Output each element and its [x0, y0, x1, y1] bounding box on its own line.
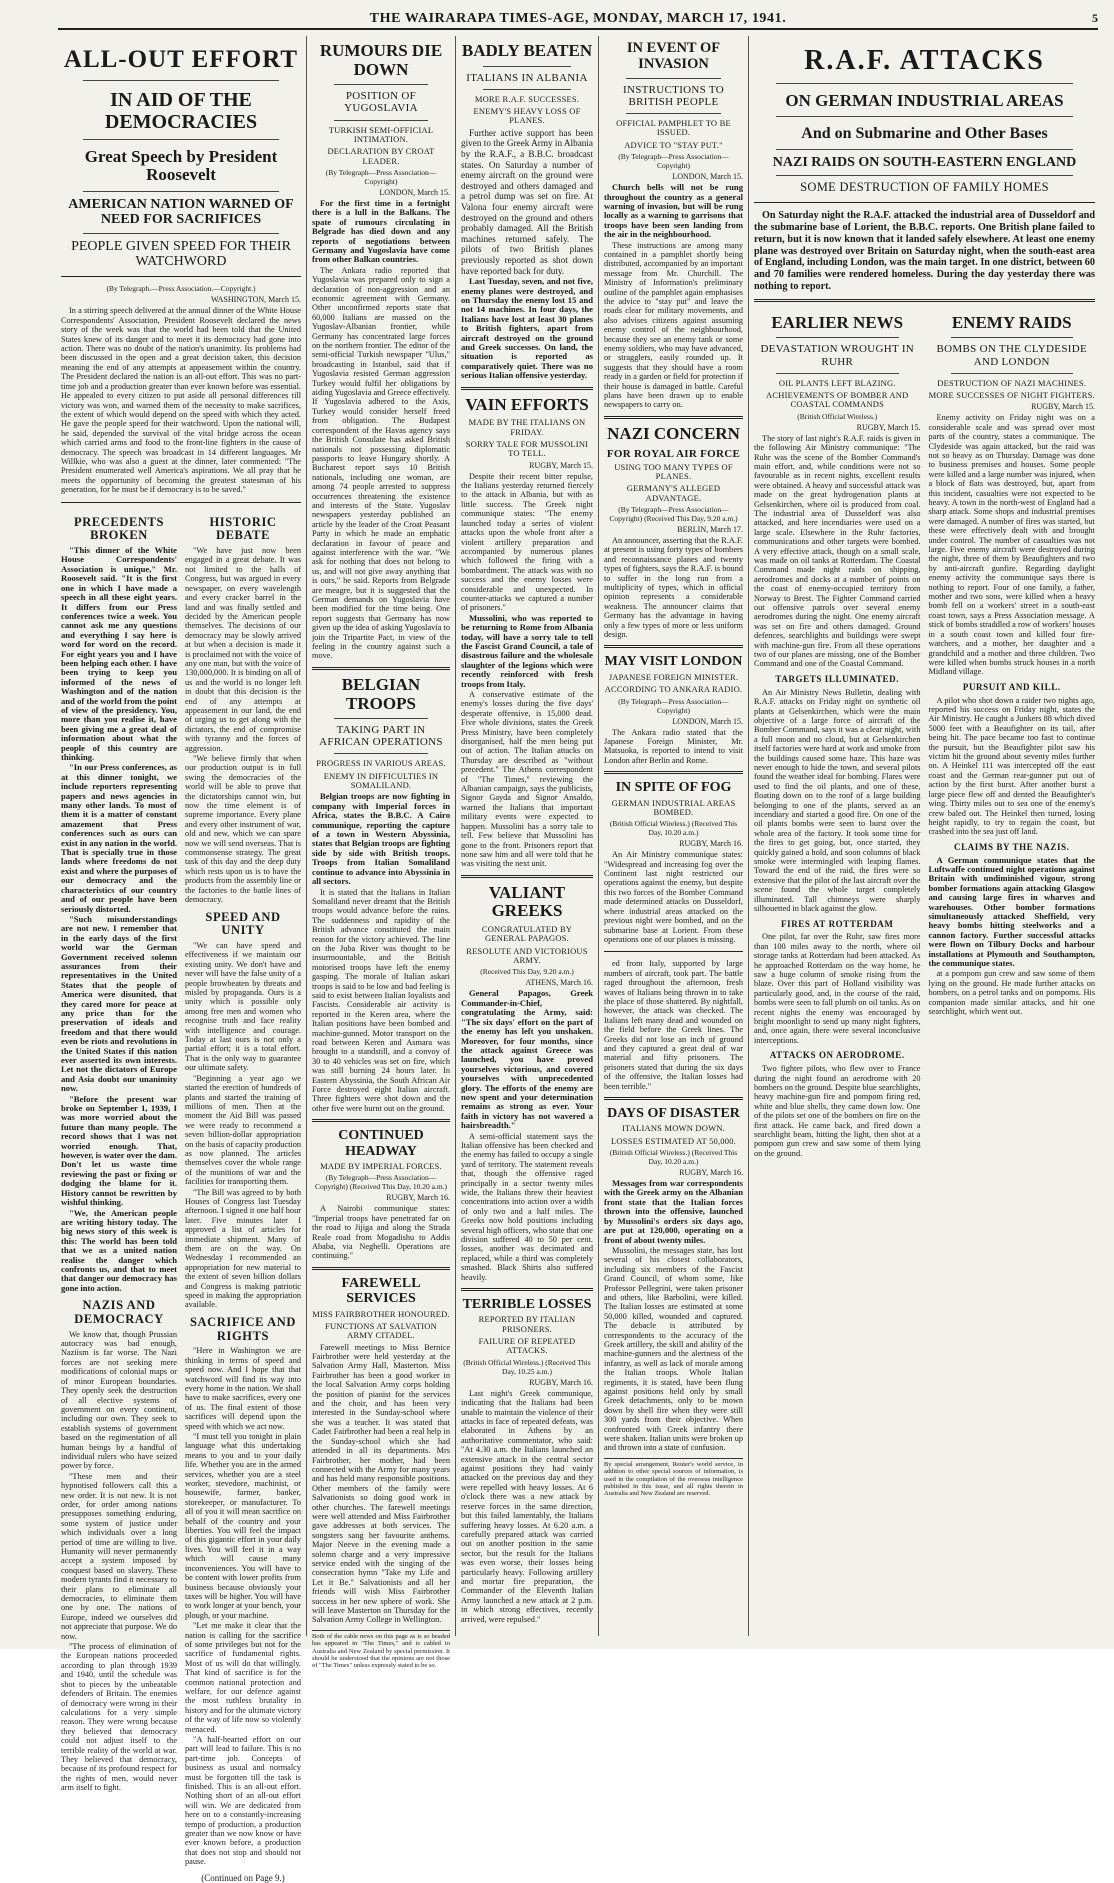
paragraph: A conservative estimate of the enemy's losses during the five days' desperate offensive, is 15,000 dead. Five whole divisions, states the Greek Press Ministry, have been completely disorganised, half the men being put out of action. The Italian attacks on Thursday are described as "without precedent." The Athens correspondent of "The Times," reviewing the Albanian campaign, says the publicists, Signor Gayda and Signor Ansaldo, warned the Italians that important military events were expected to happen. Mussolini has a sorry tale to tell. Few believe that Mussolini has gone to the front. Prisoners report that none saw him and all were told that he was visiting the next unit. — [461, 690, 593, 869]
subheadline: And on Submarine and Other Bases — [801, 125, 1048, 143]
paragraph: The Ankara radio stated that the Japanese Foreign Minister, Mr. Matsuoka, is reported to intend to visit London after Berlin and Rome. — [604, 727, 743, 765]
subheadline: ON GERMAN INDUSTRIAL AREAS — [785, 90, 1064, 110]
paragraph: Two fighter pilots, who flew over to France during the night found an aerodrome with 20 bombers on the ground. Despite blue searchlights, heavy machine-gun fire and pompom firing red, white and blue shells, they came down low. One of the pilots set one of the bombers on fire on the first attack. He came back, and fired down a searchlight beam, hitting the light, then shot at a pompom gun crew and saw some of them lying on the ground. — [754, 1064, 921, 1158]
headline: MAY VISIT LONDON — [604, 654, 743, 670]
paragraph: "I must tell you tonight in plain language what this undertaking means to you and to your daily life. Whether you are in the armed services, whether you are a steel worker, stevedore, machinist, or housewife, farmer, banker, storekeeper, or manufacturer. To all of you it will mean sacrifice on behalf of the country and your liberties. You will feel the impact of this gigantic effort in your daily lives. You will feel it in a way which will cause many inconveniences. You will have to be content with lower profits from business because obviously your taxes will be higher. You will have to work longer at your bench, your plough, or your machine. — [185, 1432, 301, 1620]
article-lead: On Saturday night the R.A.F. attacked the industrial area of Dusseldorf and the submarine base of Lorient, the B.B.C. reports. One British plane failed to return, but it is now known that it landed safely elsewhere. At least one enemy plane was destroyed over Britain on Saturday night, when the south-east area of England, including London, was the main target. In one district, between 60 and 70 families were rendered homeless. During the day yesterday there was nothing to report. — [754, 210, 1095, 292]
subheadline: ENEMY'S HEAVY LOSS OF PLANES. — [473, 106, 581, 126]
paragraph: "These men and their hypnotised followers call this a new order. It is not new. It is not order, for order among nations presupposes something enduring, some system of justice under which individuals over a long period of time are willing to live. Humanity will never permanently accept a system imposed by conquest based on slavery. These modern tyrants find it necessary to their plans to eliminate all democracies, to eliminate them one by one. The nations of Europe, indeed we ourselves did not appreciate that purpose. We do now. — [61, 1471, 177, 1641]
column-rule — [598, 36, 599, 1636]
dateline: RUGBY, March 16. — [679, 839, 743, 849]
article-nazi-concern — [604, 425, 743, 640]
paragraph: "We can have speed and effectiveness if we maintain our existing unity. We don't have and never will have the false unity of a people browbeaten by threats and misled by propaganda. Ours is a unity which is possible only among free men and women who recognise truth and face reality with intelligence and courage. Today at last ours is not only a partial effort; it is a total effort. That is the only way to guarantee our ultimate safety. — [185, 941, 301, 1073]
paragraph: A pilot who shot down a raider two nights ago, reported his success on Friday night, states the Air Ministry. He caught a Junkers 88 which dived 5000 feet with a Beaufighter on its tail, after being hit. The pace became too fast to continue the pursuit, but the Beaufighter pilot saw his victim hit the ground about seventy miles further on. A Heinkel 111 was intercepted off the east coast and the German rear-gunner put out of action by the first burst. After another burst a large piece flew off and dented the Beaufighter's wing. Thirty miles out to sea one of the enemy's crew baled out. The Heinkel then turned, losing height rapidly, to try to regain the coast, but crashed into the sea just off land. — [928, 695, 1095, 837]
page-number: 5 — [1092, 11, 1098, 25]
subheadline: FUNCTIONS AT SALVATION ARMY CITADEL. — [325, 1320, 437, 1341]
subheadline: MADE BY IMPERIAL FORCES. — [320, 1161, 442, 1172]
subheadline: ITALIANS MOWN DOWN. — [622, 1123, 725, 1134]
article-raf-attacks — [751, 36, 1098, 1636]
column-rule — [455, 36, 456, 1636]
subheadline: ACHIEVEMENTS OF BOMBER AND COASTAL COMMANDS — [766, 390, 909, 410]
byline: (Received This Day, 9.20 a.m.) — [480, 967, 574, 977]
article-in-spite-of-fog — [604, 780, 743, 944]
article-may-visit-london — [604, 654, 743, 765]
paragraph: "We believe firmly that when our production output is in full swing the democracies of the world will be able to prove that the dictatorships cannot win, but now the time element is of supreme importance. Every plane and every other instrument of war, old and new, which we can spare now we will send overseas. That is commonsense strategy. The great task of this day and the deep duty which rests upon us is to have the products from the assembly line or the factories to the battle lines of democracy. — [185, 754, 301, 905]
subheadline: INSTRUCTIONS TO BRITISH PEOPLE — [623, 83, 724, 108]
subheadline: ACCORDING TO ANKARA RADIO. — [604, 684, 743, 695]
paragraph: "The process of elimination of the European nations proceeded according to plan through 1939 and 1940, until the schedule was shot to pieces by the unbeatable defenders of Britain. The enemies of democracy were wrong in their calculations for a very simple reason. They were wrong because they believed that democracy could not adjust itself to the terrible reality of the world at war. They believed that democracy, because of its profound respect for the rights of men, would never arm itself to fight. — [61, 1642, 177, 1793]
paragraph: A semi-official statement says the Italian offensive has been checked and the enemy has failed to occupy a single yard of territory. The statement reveals that, though the offensive raged principally in a sector twenty miles wide, the Italians threw their heaviest concentrations into action over a width of only two and a half miles. The Greeks now hold positions including several high officers, who state that one division suffered 40 to 50 per cent. losses, another was decimated and replaced, while a third was completely smashed. Black Shirts also suffered heavily. — [461, 1131, 593, 1282]
paragraph: For the first time in a fortnight there is a lull in the Balkans. The spate of rumours circulating in Belgrade has died down and any reports of negotiations between Germany and Yugoslavia have come from other Balkan countries. — [312, 197, 450, 265]
subheadline: TURKISH SEMI-OFFICIAL INTIMATION. — [328, 124, 434, 144]
byline: (By Telegraph—Press Association—Copyright) — [618, 152, 729, 171]
subheadline: PROGRESS IN VARIOUS AREAS. — [316, 758, 446, 769]
headline: BELGIAN TROOPS — [341, 674, 421, 713]
paragraph: One pilot, far over the Ruhr, saw fires more than 100 miles away to the north, where oil storage tanks at Rotterdam had been attacked. As he approached Rotterdam on the way home, he saw a huge column of smoke rising from the blaze. Over this part of Holland visibility was particularly good, and, in the course of the raid, bombs were seen to fall plumb on oil tanks. As on recent nights the enemy was encouraged by bright moonlight to send up many night fighters, and, once again, there were several inconclusive interceptions. — [754, 932, 921, 1045]
subheadline: NAZI RAIDS ON SOUTH-EASTERN ENGLAND — [772, 155, 1077, 171]
subheadline: DEVASTATION WROUGHT IN RUHR — [760, 343, 915, 368]
dateline: RUGBY, March 15. — [529, 460, 593, 470]
paragraph: A German communique states that the Luftwaffe continued night operations against Britain with undiminished vigour, strong bomber formations again attacking Glasgow and causing large fires in wharves and warehouses. Other bomber formations simultaneously attacked Sheffield, very heavy bombs hitting steelworks and a cannon factory. Further successful attacks were flown on Tilbury Docks and harbour installations at Plymouth and Southampton, the communique states. — [928, 854, 1095, 969]
paragraph: Enemy activity on Friday night was on a considerable scale and was spread over most parts of the country, states a communique. The Clydeside was again attacked, but the raid was not so heavy as on Thursday. Damage was done to business premises and houses. Some people were killed and a large number was injured, when a block of flats was destroyed, but, apart from this incident, casualties were not expected to be heavy. A town in the north-west of England had a sharp attack. Some shops and industrial premises were damaged. A number of fires was started, but these were effectively dealt with and brought under control. The number of casualties was not large. Five enemy aircraft were destroyed during the night, three of them by Beaufighters and two by anti-aircraft gunfire. Regarding daylight enemy activity the communique says there is nothing to report. Four of one family, a father, mother and two sons, were killed when a heavy bomb fell on a workers' street in a south-east coast town, says a Press Association message. A stick of bombs straddled a row of workers' houses in a south coast town and killed four fire-watchers, and a mother, her daughter and a grandchild and a mother and three children. Two were killed when bombs struck houses in a north Midland village. — [928, 413, 1095, 677]
subheadline: ADVICE TO "STAY PUT." — [624, 139, 723, 150]
section-heading: PRECEDENTS BROKEN — [73, 514, 165, 543]
section-heading: SACRIFICE AND RIGHTS — [189, 1314, 297, 1343]
article-enemy-raids — [929, 308, 1096, 1159]
byline: (By Telegraph.—Press Association.—Copyright.) — [106, 284, 256, 294]
copyright-note: Both of the cable news on this page as is so headed has appeared in "The Times," and is cabled to Australia and New Zealand by special permission. It should be understood that the opinions are not those of "The Times" unless expressly stated to be so. — [312, 1630, 450, 1670]
subheadline: SORRY TALE FOR MUSSOLINI TO TELL. — [465, 438, 589, 459]
dateline: LONDON, March 15. — [672, 716, 743, 726]
headline: TERRIBLE LOSSES — [462, 1297, 592, 1313]
subheadline: PEOPLE GIVEN SPEED FOR THEIR WATCHWORD — [71, 238, 291, 270]
paragraph: "In our Press conferences, as at this dinner tonight, we include reporters representing papers and news agencies in many other lands. To most of them it is a matter of constant amazement that Press conferences such as ours can exist in any nation in the world. That is specially true in those lands where freedoms do not exist and where the purposes of our democracy and the characteristics of our country and of our people have been seriously distorted. — [61, 762, 177, 914]
masthead-title: THE WAIRARAPA TIMES-AGE, MONDAY, MARCH 17, 1941. — [369, 11, 787, 26]
subheadline: ITALIANS IN ALBANIA — [466, 71, 588, 84]
article-in-event-of-invasion — [604, 41, 743, 410]
section-heading: HISTORIC DEBATE — [209, 514, 277, 543]
subheadline: CONGRATULATED BY GENERAL PAPAGOS. — [481, 924, 573, 944]
paragraph: Farewell meetings to Miss Bernice Fairbrother were held yesterday at the Salvation Army Hall, Masterton. Miss Fairbrother has been a good worker in the local Salvation Army corps holding the position of pianist for the services and the choir, and has been very interested in the Sunday-school where she was a teacher. It was stated that Cadet Fairbrother had been a real help in the Sunday-school which she had attended in all its departments. Mrs Fairbrother, her mother, had been connected with the Army for many years and has held many responsible positions. Other members of the family were Salvationists so doing good work in other churches. The farewell meetings were well attended and Miss Fairbrother gave addresses at both services. The songsters sang her favourite anthems. Major Neeve in the evening made a solemn charge and a very impressive service ended with the singing of the consecration hymn "Take my Life and Let it Be." Salvationists and all her friends will wish Miss Fairbrother success in her new sphere of work. She will leave Masterton on Thursday for the Salvation Army College in Wellington. — [312, 1342, 450, 1625]
column-4 — [601, 36, 746, 1636]
paragraph: Last night's Greek communique, indicating that the Italians had been unable to maintain the violence of their attacks in face of repeated defeats, was elaborated in Athens by an authoritative commentator, who said: "At 4.30 a.m. the Italians launched an extensive attack in the central sector against positions they had vainly attacked on the previous day and they were repelled with heavy losses. At 6 o'clock there was a new attack by reserve forces in the same direction, but this failed lamentably, the Italians suffering heavy losses. At 6.20 a.m. a carefully prepared attack was carried out on another position in the same sector, but the result for the Italians was even worse, their losses being particularly heavy. Following artillery and mortar fire preparation, the Commander of the Eleventh Italian Army launched a new attack at 2 p.m. in which strong effectives, recently arrived, were repulsed." — [461, 1388, 593, 1624]
paragraph: The Ankara radio reported that Yugoslavia was prepared only to sign a declaration of non-aggression and an economic agreement with Germany. Other unconfirmed reports state that 60,000 Italians are massed on the Yugoslav-Albanian frontier, while Germany has concentrated large forces on the northern frontier. The editor of the semi-official Turkish newspaper "Ulus," broadcasting in Istanbul, said that if Yugoslavia resisted German aggression Turkey would fulfil her obligations by aiding Yugoslavia and Greece effectively. If Yugoslavia adhered to the Axis, Turkey would consider herself freed from obligation. The Budapest correspondent of the Havas agency says the British Consulate has asked British nationals not possessing diplomatic passports to leave Hungary shortly. A Bucharest report says 10 British nationals, including one woman, are among 74 people arrested to suppress occurrences threatening the existence and interests of the State. Yugoslav newspapers yesterday published an article by the leader of the Croat Peasant Party in which he made an emphatic declaration in favour of peace and against interference with the war. "We ask for nothing that does not belong to us, and will not give away anything that is ours," he said. Reports from Belgrade are meagre, but it is suggested that the German demands on Yugoslavia have been modified for the time being. One report suggests that Germany has now given up the idea of asking Yugoslavia to join the Tripartite Pact, in view of the feeling in the country against such a move. — [312, 265, 450, 661]
subheadline: Great Speech by President Roosevelt — [84, 146, 278, 185]
paragraph: Mussolini, the messages state, has lost several of his closest collaborators, including six members of the Fascist Grand Council, of whom some, like Professor Pellegrini, were taken prisoner and others, like Barbolini, were killed. The Italian losses are estimated at some 50,000 killed, wounded and captured. The debacle is attributed by correspondents to the accuracy of the Greek artillery, the skill and ability of the machine-gunners and the alertness of the infantry, as well as lack of morale among the Italian troops. Whole Italian regiments, it is stated, have been flung against positions held only by small Greek detachments, only to be mown down by shell fire when they were still 300 yards from their objective. When confronted with Greek infantry there were shaken. Italian units were broken up and thrown into a state of confusion. — [604, 1245, 743, 1453]
subheadline: MORE R.A.F. SUCCESSES. — [474, 93, 580, 104]
dateline: WASHINGTON, March 15. — [210, 295, 301, 305]
paragraph: Belgian troops are now fighting in company with Imperial forces in Africa, states the B.B.C. A Cairo communique, reporting the capture of a town in Western Abyssinia, states that Belgian troops are fighting side by side with British troops. Troops from Italian Somaliland continue to advance into Abyssinia in all sectors. — [312, 791, 450, 887]
headline: DAYS OF DISASTER — [607, 1106, 740, 1121]
byline: (By Telegraph—Press Association—Copyright) (Received This Day, 9.20 a.m.) — [609, 505, 738, 523]
two-column-body — [754, 308, 1095, 1159]
article-farewell-services — [312, 1276, 450, 1670]
subheadline: TAKING PART IN AFRICAN OPERATIONS — [319, 724, 443, 749]
paragraph: "We, the American people are writing history today. The big news story of this week is this: The world has been told that we as a united nation realise the danger which confronts us, and that to meet that danger our democracy has gone into action. — [61, 1207, 177, 1293]
section-heading: PURSUIT AND KILL. — [962, 681, 1061, 692]
paragraph: These instructions are among many contained in a pamphlet shortly being distributed, accompanied by an important message from Mr. Churchill. The Ministry of Information's preliminary outline of the pamphlet again emphasises the advice to "stay put" and leave the roads clear for military movements, and also advises citizens against assuming enemy control of the neighbourhood, because they see an enemy tank or some enemy soldiers, who may have advanced, or stragglers, easily rounded up. It suggests that they should have a room ready in a garden or field for protection if their house is damaged in battle. Careful plans have been drawn up to enable newspapers to carry on. — [604, 240, 743, 410]
headline: ALL-OUT EFFORT — [63, 46, 299, 73]
two-column-body — [61, 510, 301, 1883]
paragraph: "We have just now been engaged in a great debate. It was not limited to the halls of Congress, but was argued in every newspaper, on every wavelength and every cracker barrel in the land and was finally settled and decided by the American people themselves. The decisions of our democracy may be slowly arrived at but when a decision is made it is proclaimed not with the voice of any one man, but with the voice of 130,000,000. It is binding on all of us and the world is no longer left in doubt that this decision is the end of any attempts at appeasement in our land, the end of urging us to get along with the dictators, the end of compromise with tyranny and the forces of aggression. — [185, 546, 301, 753]
article-rumours-die-down — [312, 42, 450, 661]
headline: IN EVENT OF INVASION — [626, 40, 721, 72]
subheadline: JAPANESE FOREIGN MINISTER. — [608, 671, 739, 682]
paragraph: Church bells will not be rung throughout the country as a general warning of invasion, but will be rung locally as a warning to garrisons that troops have been seen landing from the air in the neighbourhood. — [604, 182, 743, 240]
section-heading: TARGETS ILLUMINATED. — [775, 673, 900, 684]
column-3 — [458, 36, 596, 1636]
paragraph: An Air Ministry News Bulletin, dealing with R.A.F. attacks on Friday night on synthetic oil plants at Gelsenkirchen, which were the main objective of a large force of aircraft of the Bomber Command, says it was a clear night, with a full moon and no cloud, but at Gelsenkirchen itself factories were hard at work and smoke from the buildings caused some haze. This haze was never enough to hide the town, and several pilots found the weather ideal for bombing. Flares were used to find the oil plants, and one of these, floating down on to the roof of a large building belonging to one of the plants, served as an incendiary and started a good fire. On one of the oil plants bombs were seen to burst over the whole area of the factory. It took some time for the fires to get going, but, once started, they quickly gained a hold, and soon columns of black smoke were intermingled with leaping flames. Toward the end of the raid, the fires were so extensive that the pilot of the last aircraft over the scene found the whole target completely illuminated. Tall chimneys were sharply silhouetted in black against the glow. — [754, 687, 921, 914]
article-lead: In a stirring speech delivered at the annual dinner of the White House Correspondents' Association, President Roosevelt declared the news story of the week was that the world had been told that the United States knew of its danger and to meet it its democracy had gone into action. There was no doubt of the nation's unanimity. Its problems had been discussed in the open and a great decision taken, this decision meaning the end of any attempts at appeasement within the country. The President declared the nation is an all-out effort. This was no part-time job and a production greater than ever known before was essential. He appealed to every citizen to put aside all personal differences till victory was won, and warned them of the necessity to make sacrifices, the extent of which would depend on the speed with which they acted. He gave the people speed for their watchword. Upon the national will, he said, depended the survival of the vital bridge across the ocean which carried arms and food to the front-line fighters in the cause of democracy. The speech was broadcast in 14 different languages. Mr Willkie, who was also a guest at the dinner, later commented: "The President enumerated well America's aspirations. We all pray that he meets the opportunity of becoming the greatest statesman of his generation, for he must be if democracy is to be saved." — [61, 306, 301, 495]
paragraph: ed from Italy, supported by large numbers of aircraft, took part. The battle raged throughout the afternoon, fresh waves of Italians being thrown in to take the place of those shattered. By nightfall, however, the attack was checked. The Italians left many dead and wounded on the field before the Greek lines. The Greeks did not lose an inch of ground and they captured a great deal of war material and fifty prisoners. The prisoners stated that during the six days of the offensive, the Italian losses had been terrible." — [604, 959, 743, 1091]
masthead — [58, 8, 1098, 30]
headline: CONTINUED HEADWAY — [338, 1128, 424, 1159]
paragraph: Despite their recent bitter repulse, the Italians yesterday returned fiercely to the attack in Albania, but with as little success. The Greek night communique states: "The enemy launched today a series of violent attacks upon the whole front after a violent artillery preparation and accompanied by numerous planes which followed the firing with a bombardment. The attack was with no success and the enemy losses were considerable and unexpected. In counter-attacks we captured a number of prisoners." — [461, 471, 593, 613]
column-2 — [309, 36, 453, 1670]
subheadline: LOSSES ESTIMATED AT 50,000. — [611, 1135, 736, 1146]
subheadline: POSITION OF YUGOSLAVIA — [344, 90, 418, 115]
subheadline: OFFICIAL PAMPHLET TO BE ISSUED. — [616, 118, 731, 138]
section-heading: NAZIS AND DEMOCRACY — [74, 1298, 164, 1326]
headline: R.A.F. ATTACKS — [804, 45, 1045, 76]
article-continued-headway — [312, 1128, 450, 1261]
section-heading: ATTACKS ON AERODROME. — [769, 1050, 905, 1061]
headline: VAIN EFFORTS — [465, 394, 589, 414]
section-heading: FIRES AT ROTTERDAM — [781, 918, 894, 929]
paragraph: "This dinner of the White House Correspondents' Association is unique," Mr. Roosevelt said. "It is the first one in which I have made a speech in all these eight years. It differs from our Press conferences twice a week. You cannot ask me any questions and everything I say here is word for word on the record. For eight years you and I have been helping each other. I have been trying to keep you informed of the news of Washington and of the nation and of the world from the point of view of the presidency. You, more than you realise it, have been giving me a great deal of information about what the people of this country are thinking. — [61, 545, 177, 762]
paragraph: "Before the present war broke on September 1, 1939, I was more worried about the future than many people. The record shows that I was not worried enough. That, however, is water over the dam. Don't let us waste time reviewing the past or fixing or dodging the blame for it. History cannot be rewritten by wishful thinking. — [61, 1093, 177, 1208]
byline: (British Official Wireless.) — [797, 411, 878, 421]
headline: NAZI CONCERN — [607, 423, 740, 443]
dateline: RUGBY, March 16. — [529, 1377, 593, 1387]
section-heading: SPEED AND UNITY — [205, 909, 281, 938]
headline: VALIANT GREEKS — [488, 882, 566, 921]
subheadline: IN AID OF THE DEMOCRACIES — [104, 88, 258, 133]
byline: (By Telegraph—Press Association—Copyright) (Received This Day, 10.20 a.m.) — [314, 1173, 448, 1192]
article-vain-efforts — [461, 396, 593, 869]
subheadline: FOR ROYAL AIR FORCE — [606, 447, 741, 460]
subheadline: DESTRUCTION OF NAZI MACHINES. — [937, 377, 1087, 388]
subheadline: GERMAN INDUSTRIAL AREAS BOMBED. — [611, 797, 736, 817]
headline: RUMOURS DIE DOWN — [319, 41, 443, 79]
dateline: BERLIN, March 17. — [677, 525, 743, 534]
headline: BADLY BEATEN — [461, 41, 593, 60]
article-terrible-losses — [461, 1297, 593, 1624]
subheadline: SOME DESTRUCTION OF FAMILY HOMES — [800, 180, 1049, 195]
subheadline: DECLARATION BY CROAT LEADER. — [327, 146, 435, 166]
subheadline: GERMANY'S ALLEGED ADVANTAGE. — [626, 483, 721, 503]
headline: ENEMY RAIDS — [951, 312, 1072, 332]
paragraph: at a pompom gun crew and saw some of them lying on the ground. He made further attacks on bombers, on a petrol tanks and on pompoms. His companion made similar attacks, and hit one searchlight, which went out. — [928, 969, 1095, 1017]
paragraph: "Beginning a year ago we started the erection of hundreds of plants and started the training of millions of men. Then at the moment the Aid Bill was passed we were ready to recommend a seven billion-dollar appropriation on the basis of capacity production as now planned. The articles themselves cover the whole range of the munitions of war and the facilities for transporting them. — [185, 1073, 301, 1187]
article-badly-beaten — [461, 42, 593, 381]
paragraph: The story of last night's R.A.F. raids is given in the following Air Ministry communique: "The Ruhr was the scene of the Bomber Command's main effort, and, while conditions were not so favourable as in recent nights, excellent results were obtained. A heavy and successful attack was made on the great hydrogenation plants at Gelsenkirchen, where oil is produced from coal. The industrial area of Dusseldorf was also attacked, and here incendiaries were used on a large scale. Elsewhere in the Ruhr factories, communications and other targets were bombed. A very effective attack, though on a small scale, was made on oil tanks at Rotterdam. The Coastal Command made night raids on shipping, aerodromes and docks at a number of points on the coast of enemy-occupied territory from Norway to Brest. The Fighter Command carried out offensive patrols over several enemy aerodromes during the night. One enemy aircraft was set on fire and others damaged. Ground defences, searchlights and buildings were swept with machine-gun fire. From all these operations two of our planes are missing, one of the Bomber Command and one of the Coastal Command. — [754, 433, 921, 669]
paragraph: "The Bill was agreed to by both Houses of Congress last Tuesday afternoon. I signed it one half hour later. Five minutes later I approved a list of articles for immediate shipment. Many of them are on the way. On Wednesday I recommended an appropriation for new material to the extent of seven billion dollars and Congress is making patriotic speed in making the appropriation available. — [185, 1187, 301, 1310]
subheadline: USING TOO MANY TYPES OF PLANES. — [614, 461, 733, 481]
subheadline: MORE SUCCESSES OF NIGHT FIGHTERS. — [928, 390, 1095, 401]
continued-note: (Continued on Page 9.) — [201, 1872, 285, 1883]
subheadline: RESOLUTE AND VICTORIOUS ARMY. — [466, 945, 588, 966]
paragraph: Mussolini, who was reported to be returning to Rome from Albania today, will have a sorry tale to tell the Fascist Grand Council, a tale of disastrous failure and the wholesale slaughter of the legions which were recently reinforced with fresh troops from Italy. — [461, 612, 593, 689]
paragraph: We know that, though Prussian autocracy was bad enough, Naziism is far worse. The Nazi forces are not seeking mere modifications of colonial maps or of minor European boundaries. They openly seek the destruction of all elective systems of government on every continent, including our own. They seek to establish systems of government based on the regimentation of all human beings by a handful of individual rulers who have seized power by force. — [61, 1329, 177, 1471]
section-heading: CLAIMS BY THE NAZIS. — [953, 841, 1070, 852]
paragraph: General Papagos, Greek Commander-in-Chief, congratulating the Army, said: "The six days' effort on the part of the enemy has left you unshaken. Moreover, for four months, since the attack against Greece was launched, you have proved yourselves victorious, and covered yourselves with unprecedented glory. The efforts of the enemy are now spent and your determination remains as strong as ever. Your faith in victory has not wavered a hairsbreadth." — [461, 988, 593, 1131]
byline: (British Official Wireless.) (Received This Day, 10.25 a.m.) — [463, 1357, 591, 1376]
subheadline: AMERICAN NATION WARNED OF NEED FOR SACRIFICES — [68, 196, 294, 228]
subheadline: MADE BY THE ITALIANS ON FRIDAY. — [468, 417, 586, 437]
headline: EARLIER NEWS — [771, 312, 904, 332]
column-rule — [748, 36, 749, 1636]
article-belgian-troops — [312, 676, 450, 1113]
paragraph: It is stated that the Italians in Italian Somaliland never dreamt that the British troops would advance before the rains. The suddenness and rapidity of the British advance constituted the main reason for the victory achieved. The line on the Juba River was thought to be insurmountable, and the British motorised troops have left the enemy gasping. The morale of Italian askari troops is said to be low and bad feeling is said to exist between Italian loyalists and Fascists. Considerable air activity is reported in the Keren area, where the Italian positions have been bombed and machine-gunned. Motor transport on the road between Keren and Asmara was brought to a standstill, and a convoy of 30 to 40 vehicles was set on fire, which was still burning 24 hours later. In Eastern Abyssinia, the South African Air Force destroyed eight Italian aircraft. Three fighters were shot down and the other five were burnt out on the ground. — [312, 887, 450, 1113]
byline: (British Official Wireless.) (Received This Day, 10.20 a.m.) — [609, 819, 738, 838]
subheadline: REPORTED BY ITALIAN PRISONERS. — [478, 1314, 576, 1334]
dateline: RUGBY, March 16. — [386, 1193, 450, 1203]
headline: IN SPITE OF FOG — [615, 780, 732, 796]
paragraph: Last Tuesday, seven, and not five, enemy planes were destroyed, and on Thursday the enemy lost 15 and not 14 machines. In four days, the Italians have lost at least 30 planes to British fighters, apart from aircraft destroyed on the ground and Greek successes. On land, the situation is reported as comparatively quiet. There was no serious Italian offensive yesterday. — [461, 276, 593, 381]
dateline: RUGBY, March 16. — [679, 1168, 743, 1178]
paragraph: Messages from war correspondents with the Greek army on the Albanian front state that the Italian forces thrown into the offensive, launched by Mussolini's orders six days ago, are put at 120,000, operating on a front of about twenty miles. — [604, 1178, 743, 1245]
paragraph: "A half-hearted effort on our part will lead to failure. This is no part-time job. Concepts of business as usual and normalcy must be forgotten till the task is finished. This is an all-out effort. Nothing short of an all-out effort will win. We are dedicated from here on to a constantly-increasing tempo of production, a production greater than we now know or have ever known before, a production that does not stop and should not pause. — [185, 1735, 301, 1867]
column-rule — [306, 36, 307, 1636]
paragraph: "Here in Washington we are thinking in terms of speed and speed now. And I hope that that watchword will find its way into every home in the nation. We shall have to make sacrifices, every one of us. The final extent of those sacrifices will depend upon the speed with which we act now. — [185, 1346, 301, 1431]
dateline: RUGBY, March 15. — [856, 422, 921, 432]
subheadline: FAILURE OF REPEATED ATTACKS. — [478, 1336, 576, 1356]
paragraph: "Let me make it clear that the nation is calling for the sacrifice of some privileges but not for the sacrifice of fundamental rights. Most of us will do that willingly. That kind of sacrifice is for the common national protection and welfare, for our defence against the most ruthless brutality in history and for the ultimate victory of the way of life now so violently menaced. — [185, 1621, 301, 1734]
dateline: LONDON, March 15. — [379, 187, 450, 197]
article-all-out-effort — [58, 36, 304, 1883]
paragraph: "Such misunderstandings are not new. I remember that in the early days of the first world war the German Government received solemn assurances from their representatives in the United States that the people of America were disunited, that they cared more for peace at any price than for the preservation of ideals and freedom and that there would even be riots and revolutions in the United States if this nation ever asserted its own interests. Let not the dictators of Europe and Asia doubt our unanimity now. — [61, 913, 177, 1094]
headline: FAREWELL SERVICES — [341, 1275, 421, 1307]
dateline: LONDON, March 15. — [672, 172, 743, 182]
subheadline: ENEMY IN DIFFICULTIES IN SOMALILAND. — [323, 770, 439, 791]
paragraph: An announcer, asserting that the R.A.F. at present is using forty types of bombers and reconnaissance planes and twenty types of fighters, says the R.A.F. is bound to suffer in the long run from a multiplicity of types, which in official opinion represents a considerable weakness. The announcer claims that Germany has the advantage in having only a few types of more or less uniform design. — [604, 536, 743, 640]
byline: (By Telegraph—Press Association—Copyright) — [618, 696, 729, 715]
dateline: RUGBY, March 15. — [1031, 402, 1095, 412]
copyright-note: By special arrangement, Reuter's world service, in addition to other special sources of information, is used in the compilation of the overseas intelligence published in this issue, and all rights therein in Australia and New Zealand are reserved. — [604, 1458, 743, 1498]
article-days-of-disaster — [604, 1106, 743, 1498]
byline: (British Official Wireless.) (Received This Day, 10.20 a.m.) — [609, 1148, 738, 1167]
paragraph: An Air Ministry communique states: "Widespread and increasing fog over the Continent last night restricted our operations against the enemy, but despite this two forces of the Bomber Command made determined attacks on Dusseldorf, where industrial areas attacked on the previous night were bombed, and on the submarine base at Lorient. From these operations one of our planes is missing. — [604, 850, 743, 944]
subheadline: BOMBS ON THE CLYDESIDE AND LONDON — [936, 343, 1087, 368]
article-valiant-greeks — [461, 884, 593, 1282]
byline: (By Telegraph—Press Association—Copyright) — [325, 167, 437, 186]
dateline: ATHENS, March 16. — [525, 978, 593, 988]
subheadline: OIL PLANTS LEFT BLAZING. — [778, 377, 896, 388]
subheadline: MISS FAIRBROTHER HONOURED. — [312, 1308, 450, 1319]
article-earlier-news — [754, 308, 921, 1159]
paragraph: A Nairobi communique states: "Imperial troops have penetrated far on the road to Jijiga and along the Strada Reale road from Mogadishu to Addis Ababa, via Neghelli. Operations are continuing." — [312, 1204, 450, 1261]
paragraph: Further active support has been given to the Greek Army in Albania by the R.A.F., a B.B.C. broadcast states. On Saturday a number of enemy aircraft on the ground were destroyed and others damaged and a petrol dump was set on fire. At Valona four enemy aircraft were destroyed on the ground and others probably damaged. All the British machines returned safely. The pilots of two British planes previously reported as shot down have reported back for duty. — [461, 127, 593, 276]
